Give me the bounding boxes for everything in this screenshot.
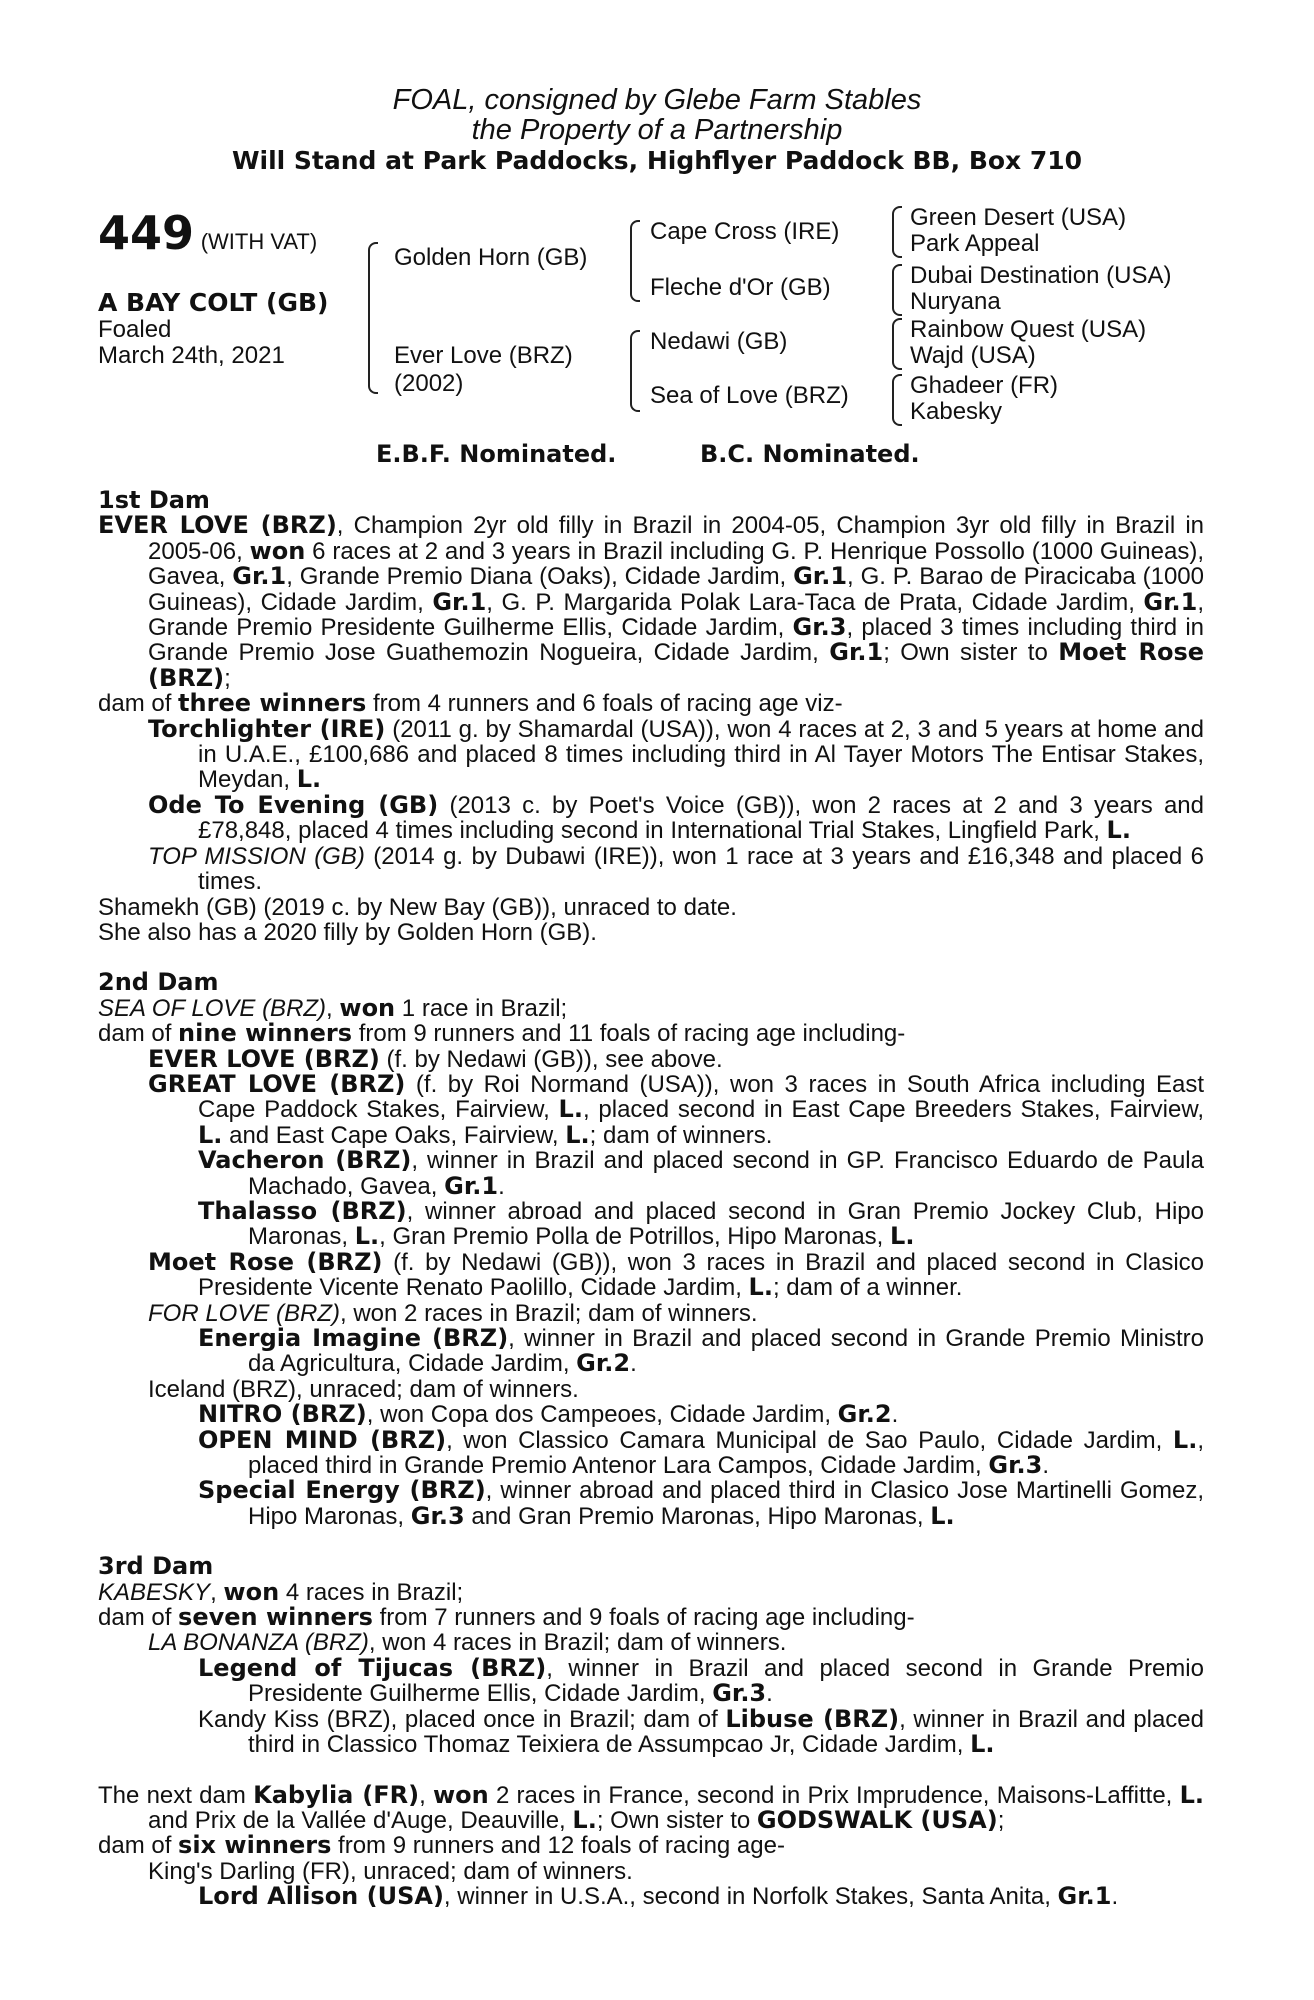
text-run: , winner abroad and placed second in Gran Premio Jockey Club, Hipo Maronas, [248, 1197, 1204, 1251]
bold-run: L. [1106, 816, 1131, 845]
third-dam-produce-summary [98, 1605, 1204, 1630]
text-run: (f. by Nedawi (GB)), see above. [379, 1045, 723, 1073]
bold-run: Kabylia (FR) [253, 1780, 420, 1809]
lot-description: A BAY COLT (GB) [98, 288, 329, 317]
bold-run: Thalasso (BRZ) [198, 1196, 407, 1225]
produce-la-bonanza [98, 1630, 1204, 1655]
text-run: dam of [98, 1020, 179, 1048]
produce-iceland [98, 1377, 1204, 1402]
text-run: (f. by Roi Normand (USA)), won 3 races in South Africa including East Cape Paddock Stakes, Fairview, [198, 1070, 1204, 1124]
bold-run: Ode To Evening (GB) [148, 790, 439, 819]
bold-run: Energia Imagine (BRZ) [198, 1324, 509, 1352]
text-run: (2011 g. by Shamardal (USA)), won 4 races at 2, 3 and 5 years at home and in U.A.E., £100,686 and placed 8 times including third in Al Tayer Motors The Entisar Stakes, Meydan, [198, 715, 1204, 794]
bold-run: EVER LOVE (BRZ) [98, 511, 337, 540]
text-run: ; dam of winners. [589, 1121, 773, 1149]
grandsire-3: Rainbow Quest (USA) [910, 316, 1147, 343]
bold-run: Special Energy (BRZ) [198, 1476, 486, 1505]
bold-run: Legend of Tijucas (BRZ) [198, 1653, 547, 1682]
second-dam-produce-summary [98, 1021, 1204, 1046]
text-run: , Grande Premio Presidente Guilherme Ellis, Cidade Jardim, [148, 588, 1204, 642]
property-line: the Property of a Partnership [471, 114, 843, 146]
text-run: from 7 runners and 9 foals of racing age including- [372, 1604, 915, 1632]
text-run: , G. P. Margarida Polak Lara-Taca de Prata, Cidade Jardim, [486, 588, 1144, 616]
bold-run: GREAT LOVE (BRZ) [148, 1069, 406, 1098]
bold-run: Gr.3 [792, 613, 847, 642]
bold-run: Gr.1 [1143, 587, 1198, 616]
bold-run: Gr.1 [444, 1171, 499, 1200]
ebf-nomination: E.B.F. Nominated. [376, 440, 617, 468]
text-run: 4 races in Brazil; [279, 1578, 464, 1606]
italic-run: TOP MISSION (GB) [148, 842, 365, 870]
grandsire-4: Ghadeer (FR) [910, 372, 1059, 399]
bold-run: Libuse (BRZ) [725, 1704, 900, 1733]
granddam-2: Nuryana [910, 288, 1001, 315]
italic-run: KABESKY [98, 1578, 211, 1606]
text-run: dam of [98, 1832, 179, 1860]
text-run: . [630, 1350, 637, 1378]
produce-open-mind [98, 1425, 1204, 1480]
bold-run: Gr.1 [232, 562, 287, 591]
catalogue-body [98, 488, 1204, 1910]
bold-run: Vacheron (BRZ) [198, 1146, 412, 1175]
bold-run: won [249, 536, 306, 565]
bold-run: L. [558, 1095, 583, 1124]
brace-4 [892, 374, 902, 426]
text-run: ; dam of a winner. [772, 1274, 963, 1302]
second-dam-heading: 2nd Dam [98, 968, 219, 997]
bold-run: won [433, 1780, 489, 1809]
text-run: ; [224, 664, 231, 692]
text-run: , won 2 races in Brazil; dam of winners. [340, 1299, 758, 1327]
foaled-date: March 24th, 2021 [98, 342, 285, 369]
bold-run: Gr.3 [712, 1679, 767, 1708]
bold-run: L. [565, 1120, 590, 1149]
grandsire-1: Green Desert (USA) [910, 204, 1127, 231]
produce-lord-allison [98, 1884, 1204, 1909]
bold-run: L. [1172, 1425, 1198, 1454]
text-run: 1 race in Brazil; [395, 994, 568, 1022]
next-dam-record [98, 1780, 1204, 1834]
pedigree-brace [368, 242, 378, 394]
text-run: (2013 c. by Poet's Voice (GB)), won 2 races at 2 and 3 years and £78,848, placed 4 times including second in International Trial Stakes, Lingfield Park, [198, 791, 1205, 845]
bold-run: GODSWALK (USA) [756, 1805, 998, 1834]
produce-for-love [98, 1301, 1204, 1326]
bold-run: L. [296, 765, 322, 794]
location-line: Will Stand at Park Paddocks, Highflyer Paddock BB, Box 710 [231, 146, 1083, 175]
text-run: Shamekh (GB) (2019 c. by New Bay (GB)), unraced to date. [98, 893, 737, 921]
italic-run: LA BONANZA (BRZ) [148, 1629, 369, 1657]
produce-great-love [98, 1069, 1205, 1149]
sire-sire-name: Cape Cross (IRE) [650, 218, 840, 245]
bold-run: OPEN MIND (BRZ) [198, 1425, 447, 1454]
produce-energia-imagine [98, 1326, 1204, 1377]
text-run: , winner in U.S.A., second in Norfolk Stakes, Santa Anita, [443, 1883, 1058, 1911]
bc-nomination: B.C. Nominated. [700, 440, 920, 468]
bold-run: L. [572, 1805, 597, 1834]
bold-run: L. [890, 1222, 915, 1251]
text-run: , won 4 races in Brazil; dam of winners. [368, 1629, 787, 1657]
dam-sire-name: Nedawi (GB) [650, 328, 788, 355]
brace-1 [892, 206, 902, 258]
text-run: King's Darling (FR), unraced; dam of winners. [148, 1857, 633, 1885]
text-run: . [891, 1401, 899, 1429]
foaled-label: Foaled [98, 316, 172, 343]
bold-run: Gr.1 [1057, 1882, 1112, 1911]
bold-run: nine winners [178, 1019, 353, 1048]
text-run: ; [997, 1806, 1005, 1834]
bold-run: Gr.1 [829, 638, 884, 667]
brace-3 [892, 318, 902, 370]
bold-run: EVER LOVE (BRZ) [148, 1044, 380, 1073]
produce-kings-darling [98, 1859, 1204, 1884]
bold-run: Torchlighter (IRE) [148, 714, 386, 743]
produce-2020-filly [98, 920, 1204, 945]
text-run: (f. by Nedawi (GB)), won 3 races in Brazil and placed second in Clasico Presidente Vicente Renato Paolillo, Cidade Jardim, [198, 1248, 1204, 1302]
text-run: from 9 runners and 11 foals of racing age including- [352, 1020, 906, 1048]
bold-run: NITRO (BRZ) [198, 1400, 367, 1429]
granddam-3: Wajd (USA) [910, 342, 1036, 369]
text-run: , Grande Premio Diana (Oaks), Cidade Jardim, [286, 563, 794, 591]
text-run: , won Copa dos Campeoes, Cidade Jardim, [366, 1401, 838, 1429]
text-run: ; Own sister to [596, 1806, 757, 1834]
text-run: , placed second in East Cape Breeders Stakes, Fairview, [582, 1096, 1205, 1124]
produce-moet-rose [98, 1247, 1204, 1302]
bold-run: Gr.1 [432, 587, 487, 616]
granddam-1: Park Appeal [910, 230, 1040, 257]
produce-shamekh [98, 895, 1204, 920]
lot-header [98, 206, 317, 260]
bold-run: seven winners [178, 1603, 373, 1632]
produce-legend-of-tijucas [98, 1653, 1204, 1708]
granddam-4: Kabesky [910, 398, 1003, 425]
lot-number: 449 [98, 206, 195, 260]
bold-run: won [223, 1577, 280, 1606]
text-run: and East Cape Oaks, Fairview, [222, 1121, 566, 1149]
text-run: , [419, 1781, 433, 1809]
text-run: , winner in Brazil and placed second in GP. Francisco Eduardo de Paula Machado, Gavea, [248, 1147, 1204, 1200]
bold-run: won [339, 993, 396, 1022]
text-run: ; Own sister to [883, 639, 1059, 667]
second-dam-record [98, 993, 1204, 1022]
bold-run: Lord Allison (USA) [198, 1882, 444, 1911]
bold-run: Gr.2 [837, 1400, 892, 1429]
text-run: , Gran Premio Polla de Potrillos, Hipo Maronas, [379, 1223, 891, 1251]
text-run: , won Classico Camara Municipal de Sao Paulo, Cidade Jardim, [446, 1426, 1173, 1454]
dam-year: (2002) [394, 370, 464, 397]
bold-run: L. [930, 1501, 955, 1530]
sire-name: Golden Horn (GB) [394, 244, 588, 271]
third-dam-record [98, 1577, 1204, 1606]
bold-run: Gr.1 [793, 562, 848, 591]
consignor-line: FOAL, consigned by Glebe Farm Stables [392, 84, 922, 116]
text-run: , winner in Brazil and placed second in Grande Premio Presidente Guilherme Ellis, Cidade Jardim, [248, 1654, 1204, 1708]
text-run: The next dam [98, 1781, 254, 1809]
bold-run: L. [748, 1273, 773, 1302]
sire-brace [630, 220, 640, 302]
produce-vacheron [98, 1148, 1204, 1199]
bold-run: L. [354, 1222, 380, 1251]
text-run: Kandy Kiss (BRZ), placed once in Brazil; dam of [198, 1705, 726, 1733]
bold-run: L. [1179, 1780, 1204, 1809]
first-dam-heading: 1st Dam [98, 486, 210, 514]
text-run: , Champion 2yr old filly in Brazil in 2004-05, Champion 3yr old filly in Brazil in 2005-06, [148, 512, 1204, 565]
text-run: . [1111, 1883, 1119, 1911]
sire-dam-name: Fleche d'Or (GB) [650, 274, 831, 301]
produce-ode-to-evening [98, 790, 1205, 845]
text-run: , winner in Brazil and placed second in Grande Premio Ministro da Agricultura, Cidade Jardim, [248, 1325, 1205, 1378]
bold-run: Gr.3 [988, 1451, 1043, 1480]
text-run: from 9 runners and 12 foals of racing age- [331, 1832, 785, 1860]
text-run: (2014 g. by Dubawi (IRE)), won 1 race at 3 years and £16,348 and placed 6 times. [198, 842, 1204, 896]
first-dam-produce-summary [98, 691, 1204, 716]
produce-ever-love [98, 1044, 1204, 1073]
bold-run: Moet Rose (BRZ) [148, 1247, 383, 1276]
dam-dam-name: Sea of Love (BRZ) [650, 382, 849, 409]
dam-brace [630, 330, 640, 412]
bold-run: Moet Rose (BRZ) [148, 638, 1205, 692]
produce-torchlighter [98, 714, 1204, 794]
produce-top-mission [98, 844, 1204, 895]
vat-label: (WITH VAT) [200, 229, 318, 254]
text-run: She also has a 2020 filly by Golden Horn (GB). [98, 918, 597, 946]
bold-run: three winners [178, 689, 367, 718]
bold-run: L. [198, 1120, 223, 1149]
text-run: 2 races in France, second in Prix Imprudence, Maisons-Laffitte, [488, 1781, 1180, 1809]
next-dam-produce-summary [98, 1833, 1204, 1858]
text-run: , winner abroad and placed third in Clasico Jose Martinelli Gomez, Hipo Maronas, [248, 1477, 1205, 1530]
text-run: , placed 3 times including third in Grande Premio Jose Guathemozin Nogueira, Cidade Jardim, [148, 614, 1204, 667]
grandsire-2: Dubai Destination (USA) [910, 262, 1172, 289]
italic-run: FOR LOVE (BRZ) [148, 1299, 341, 1327]
text-run: , [210, 1578, 224, 1606]
italic-run: SEA OF LOVE (BRZ) [98, 994, 327, 1022]
text-run: dam of [98, 690, 179, 718]
text-run: , G. P. Barao de Piracicaba (1000 Guineas), Cidade Jardim, [148, 563, 1204, 616]
third-dam-heading: 3rd Dam [98, 1552, 214, 1581]
text-run: . [766, 1680, 773, 1708]
text-run: 6 races at 2 and 3 years in Brazil including G. P. Henrique Possollo (1000 Guineas), Gavea, [148, 537, 1204, 591]
bold-run: Gr.3 [410, 1501, 465, 1530]
dam-name: Ever Love (BRZ) [394, 342, 573, 369]
first-dam-record [98, 513, 1204, 691]
produce-kandy-kiss [98, 1704, 1204, 1759]
bold-run: six winners [178, 1831, 332, 1860]
text-run: , [326, 994, 340, 1022]
text-run: and Prix de la Vallée d'Auge, Deauville, [148, 1806, 573, 1834]
produce-nitro [98, 1402, 1204, 1427]
produce-thalasso [98, 1196, 1204, 1251]
text-run: . [498, 1172, 505, 1200]
produce-special-energy [98, 1478, 1204, 1529]
text-run: dam of [98, 1604, 179, 1632]
text-run: from 4 runners and 6 foals of racing age viz- [366, 690, 843, 718]
text-run: , winner in Brazil and placed third in Classico Thomaz Teixiera de Assumpcao Jr, Cidade Jardim, [248, 1705, 1204, 1759]
text-run: and Gran Premio Maronas, Hipo Maronas, [464, 1502, 931, 1530]
bold-run: Gr.2 [576, 1349, 631, 1378]
bold-run: L. [970, 1730, 995, 1759]
text-run: . [1042, 1452, 1049, 1480]
text-run: Iceland (BRZ), unraced; dam of winners. [148, 1375, 579, 1403]
text-run: , placed third in Grande Premio Antenor Lara Campos, Cidade Jardim, [248, 1426, 1204, 1480]
brace-2 [892, 264, 902, 316]
